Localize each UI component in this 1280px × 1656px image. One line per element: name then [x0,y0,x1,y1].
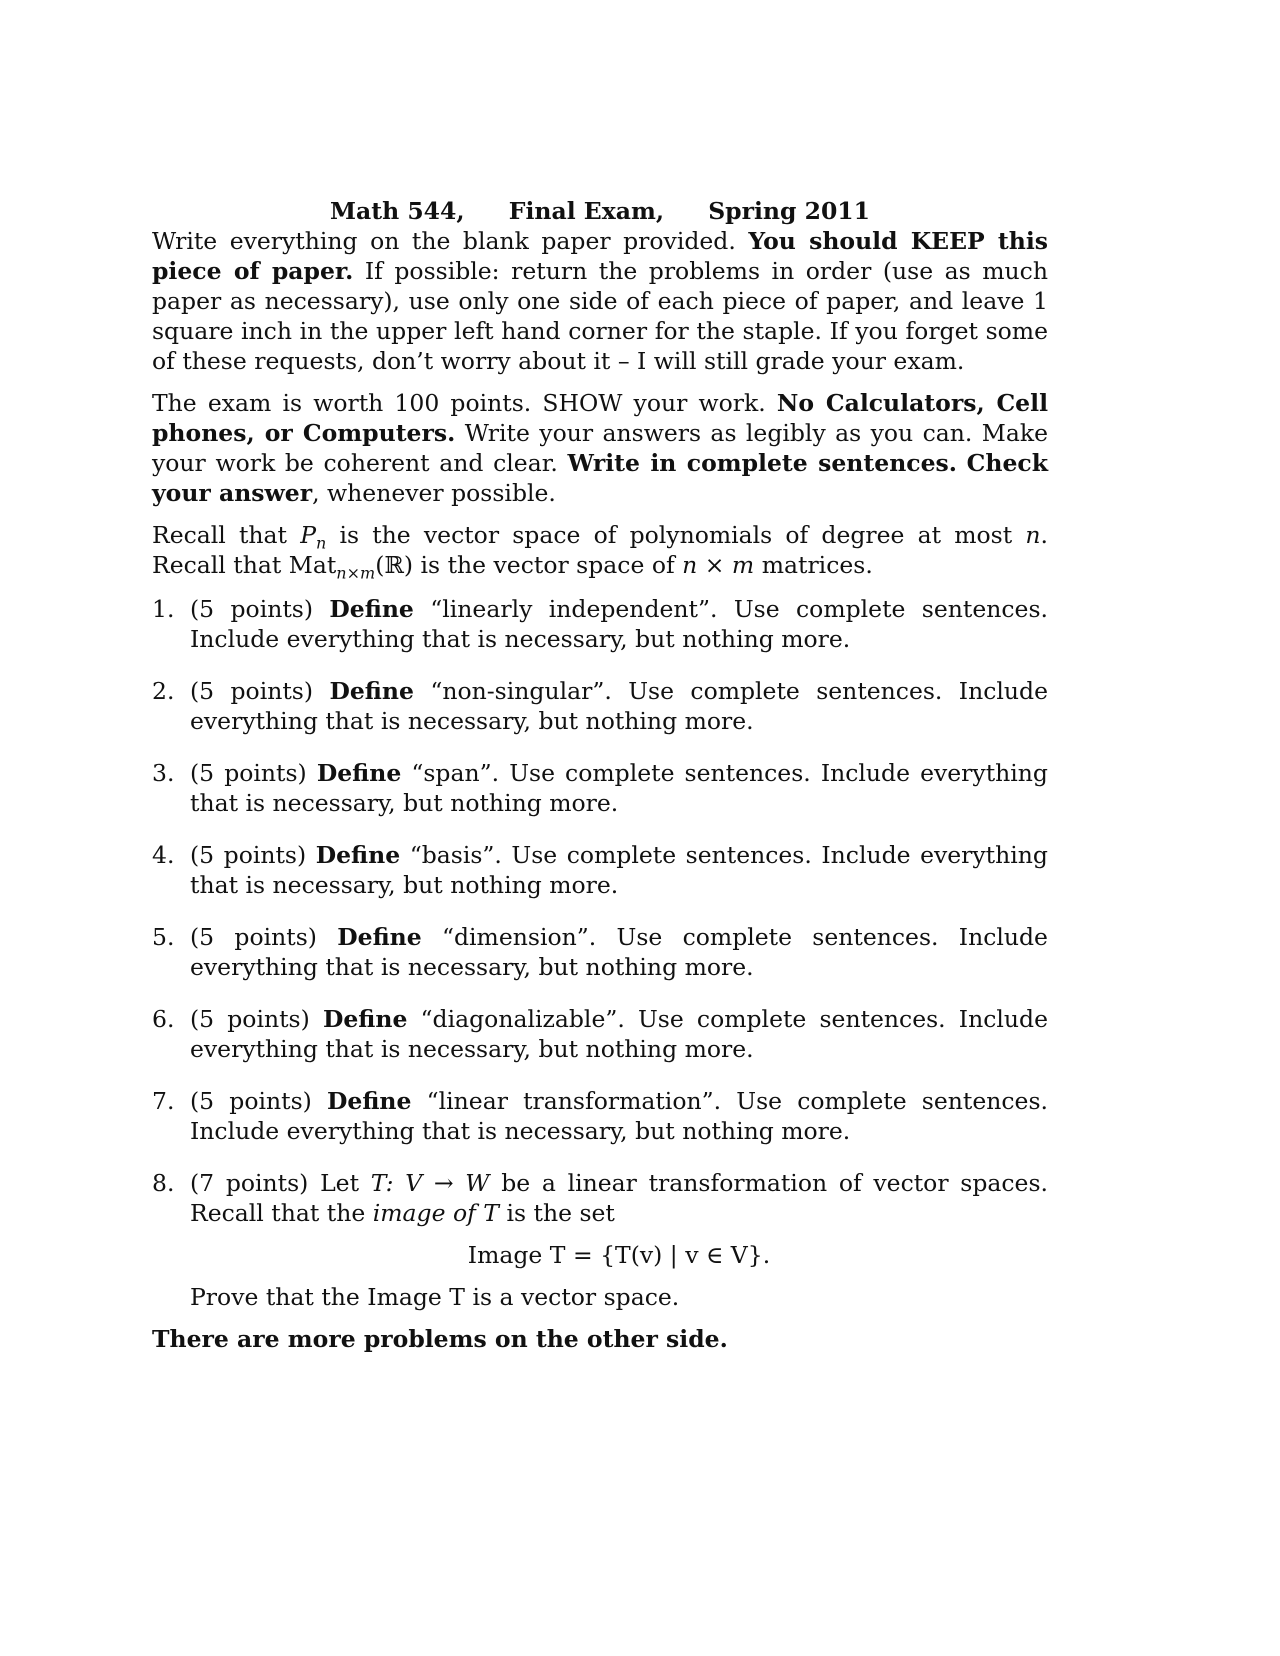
problem-text: Use complete sentences. Include everything that is necessary, but nothing more. [190,923,1048,981]
problem-text: Use complete sentences. Include everything that is necessary, but nothing more. [190,759,1048,817]
problem-item [152,594,1048,654]
keep-paper-note: You should KEEP this piece of paper. [152,227,1048,285]
more-problems-note: There are more problems on the other side. [152,1325,728,1353]
recall-text: is the vector space of polynomials of degree at most [339,521,1013,549]
recall-text: Recall that [152,521,288,549]
define-keyword: Define [329,677,414,705]
define-keyword: Define [315,841,401,869]
problem-points: (5 points) [190,759,307,787]
problem-term: “linearly independent”. [430,595,718,623]
problem-points: (5 points) [190,677,314,705]
recall-text: matrices. [761,551,873,579]
problem-text: Use complete sentences. Include everything that is necessary, but nothing more. [190,595,1048,653]
complete-sentences-note: Write in complete sentences. [567,449,957,477]
prove-statement: Prove that the Image T is a vector space. [190,1283,680,1311]
image-of-term: image of T [372,1199,499,1227]
problem-item [152,758,1048,818]
define-keyword: Define [316,759,402,787]
problem-term: “non-singular”. [430,677,612,705]
exam-term: Spring 2011 [708,197,871,225]
instructions-text: Write your answers as legibly as you can. Make your work be coherent and clear. [152,419,1048,477]
problem-number: 5. [152,923,175,951]
problem-item [152,840,1048,900]
problem-text: be a linear transformation of vector spaces. Recall that the [190,1169,1048,1227]
problem-term: “linear transformation”. [426,1087,722,1115]
instructions-paragraph-2 [152,388,1048,508]
define-keyword: Define [329,595,414,623]
define-keyword: Define [337,923,422,951]
problem-text: Use complete sentences. Include everything that is necessary, but nothing more. [190,1005,1048,1063]
define-keyword: Define [322,1005,408,1033]
problem-number: 8. [152,1169,175,1197]
problem-term: “basis”. [409,841,502,869]
problem-item [152,1004,1048,1064]
instructions-text: The exam is worth 100 points. SHOW your work. [152,389,766,417]
mat-subscript: n×m [336,563,376,583]
problem-number: 3. [152,759,175,787]
math-nxm: n × m [682,551,755,579]
problem-item [152,676,1048,736]
problem-number: 4. [152,841,175,869]
problem-points: (5 points) [190,595,314,623]
image-set-equation: Image T = {T(v) | v ∈ V}. [467,1241,771,1269]
instructions-text: If possible: return the problems in order (use as much paper as necessary), use only one side of each piece of paper, and leave 1 square inch in the upper left hand corner for the staple. If you forget some of these requests, don’t worry about it – I will still grade your exam. [152,257,1048,375]
problem-term: “span”. [411,759,500,787]
define-keyword: Define [326,1087,412,1115]
problem-list [152,594,1048,1270]
problem-item-8 [152,1168,1048,1270]
polynomial-space-symbol: $P_n$ [300,521,327,553]
problem-text: Use complete sentences. Include everything that is necessary, but nothing more. [190,677,1048,735]
problem-text: is the set [506,1199,615,1227]
problem-text: Use complete sentences. Include everything that is necessary, but nothing more. [190,841,1048,899]
problem-points: (5 points) [190,1005,310,1033]
problem-number: 7. [152,1087,175,1115]
problem-text: Use complete sentences. Include everything that is necessary, but nothing more. [190,1087,1048,1145]
exam-page [152,196,1048,1366]
instructions-text: , whenever possible. [312,479,556,507]
problem-term: “diagonalizable”. [420,1005,625,1033]
problem-points: (5 points) [190,1087,312,1115]
instructions-text: Write everything on the blank paper provided. [152,227,736,255]
recall-paragraph [152,520,1048,583]
recall-text: . Recall that Mat [152,521,1048,579]
problem-item [152,922,1048,982]
exam-name: Final Exam, [508,197,664,225]
recall-text: (ℝ) is the vector space of [375,551,675,579]
exam-title [152,196,1048,226]
problem-points: (5 points) [190,841,307,869]
problem-number: 6. [152,1005,175,1033]
problem-item [152,1086,1048,1146]
math-n: n [1025,521,1041,549]
linear-map: T: V → W [370,1169,490,1197]
instructions-paragraph-1 [152,226,1048,376]
problem-number: 1. [152,595,175,623]
check-answer-note: Check your answer [152,449,1048,507]
course-number: Math 544, [329,197,465,225]
problem-term: “dimension”. [441,923,597,951]
problem-number: 2. [152,677,175,705]
problem-text: (7 points) Let [190,1169,360,1197]
no-calculators-note: No Calculators, Cell phones, or Computers. [152,389,1048,447]
problem-points: (5 points) [190,923,317,951]
